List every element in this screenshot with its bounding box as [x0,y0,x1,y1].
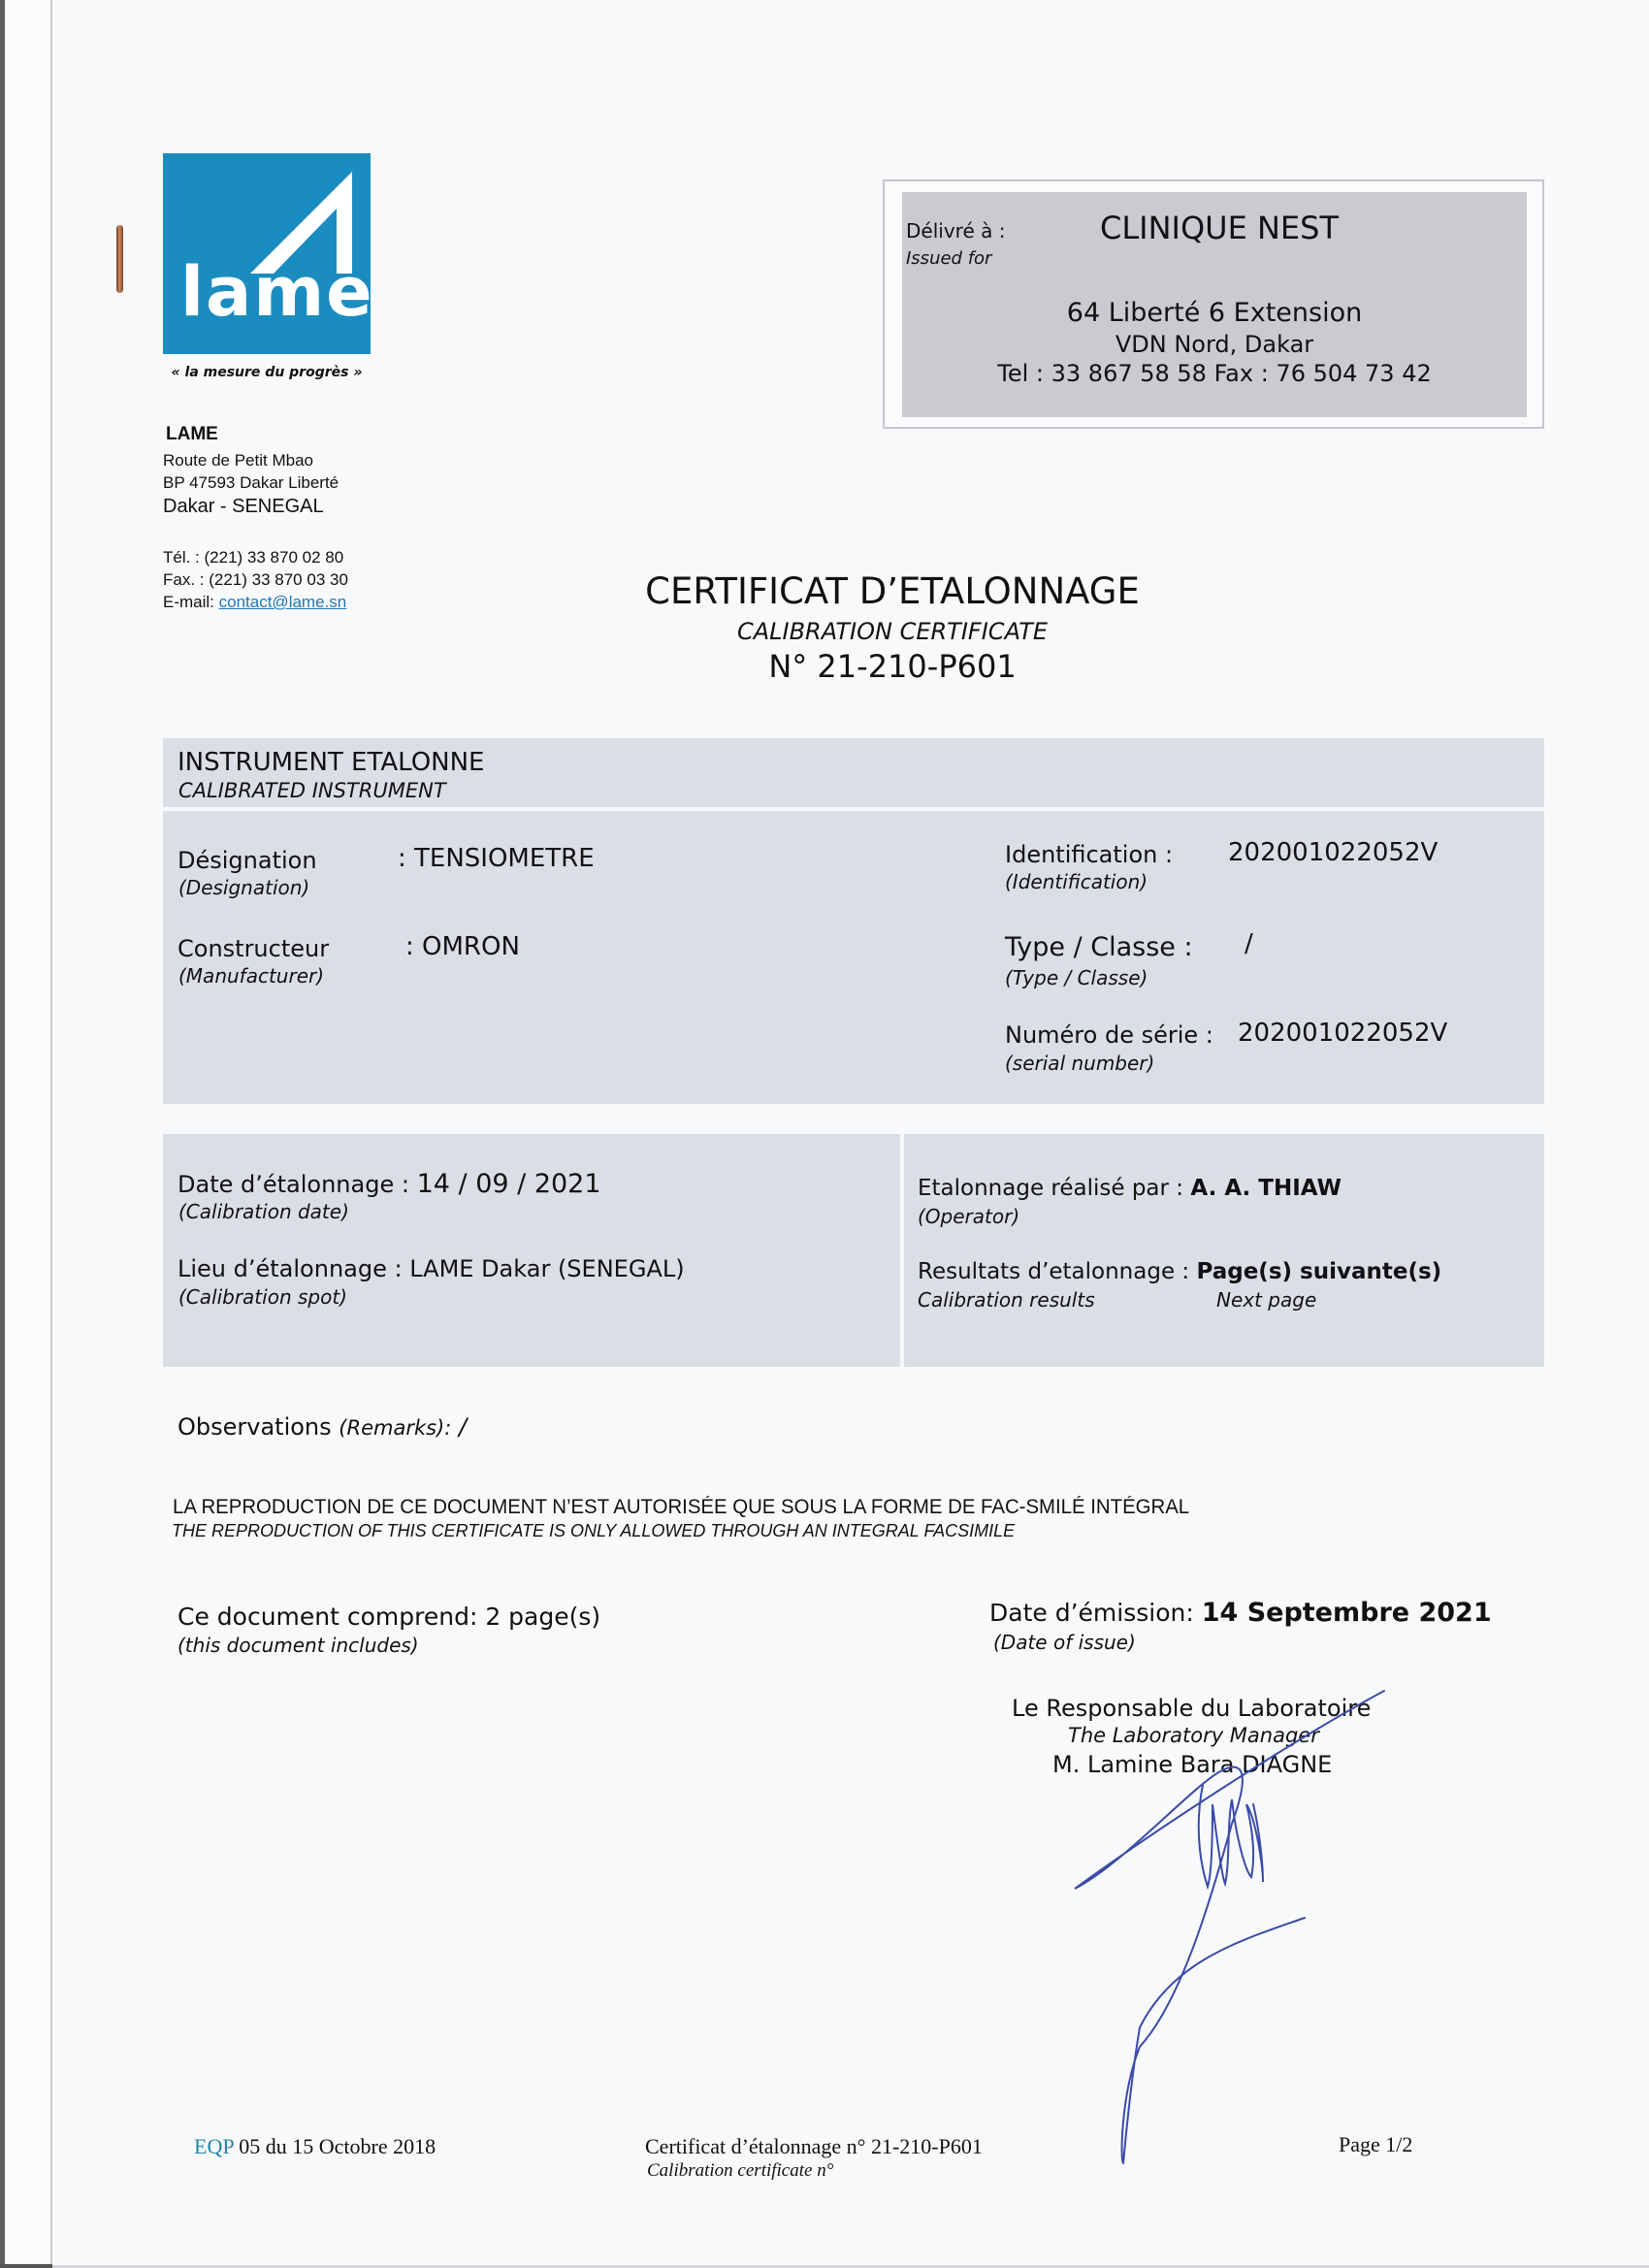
delivered-to-label: Délivré à : [906,219,1006,243]
scan-edge-bottom [0,2264,52,2268]
signatory-role: Le Responsable du Laboratoire [1012,1695,1372,1722]
issuer-email-link[interactable]: contact@lame.sn [218,593,347,611]
issuer-address-line: BP 47593 Dakar Liberté [163,473,340,492]
logo-wordmark: lame [180,252,374,332]
identification-label: Identification : [1005,841,1174,868]
calibration-date-label-en: (Calibration date) [178,1200,349,1223]
page-count-value: 2 page(s) [485,1603,601,1631]
issuer-address-line: Dakar - SENEGAL [163,496,324,517]
observations-label: Observations [178,1413,332,1441]
manufacturer-value: : OMRON [405,932,520,961]
calibration-place-label: Lieu d’étalonnage : [178,1255,403,1282]
footer-form-date: 05 du 15 Octobre 2018 [239,2134,436,2158]
handwritten-signature [1048,1678,1416,2183]
observations-label-en: (Remarks): [339,1416,452,1440]
footer-eqp: EQP [194,2134,234,2158]
reproduction-notice-fr: LA REPRODUCTION DE CE DOCUMENT N’EST AUTORISÉE QUE SOUS LA FORME DE FAC-SMILÉ INTÉGRAL [173,1496,1190,1518]
type-class-label-en: (Type / Classe) [1005,966,1148,989]
operator-row [918,1176,1342,1201]
footer-page-number: Page 1/2 [1339,2132,1413,2156]
designation-value: : TENSIOMETRE [398,844,595,873]
calibration-date-label: Date d’étalonnage : [178,1171,409,1198]
signature-stroke [1199,1785,1263,1887]
instrument-header-en: CALIBRATED INSTRUMENT [178,779,446,802]
designation-label-en: (Designation) [178,876,310,899]
issuer-email-label: E-mail: [163,593,219,611]
issue-date-label-en: (Date of issue) [993,1631,1136,1654]
instrument-header: INSTRUMENT ETALONNE [178,748,485,777]
calibration-place-value: LAME Dakar (SENEGAL) [409,1255,685,1282]
calibration-date-row [178,1169,601,1199]
footer-cert-number-en: Calibration certificate n° [647,2160,834,2181]
client-contact: Tel : 33 867 58 58 Fax : 76 504 73 42 [997,360,1432,387]
scan-edge-strip [0,0,52,2268]
results-label: Resultats d’etalonnage : [918,1259,1190,1284]
certificate-subtitle: CALIBRATION CERTIFICATE [736,618,1049,645]
results-label-en: Calibration results [918,1288,1095,1312]
issue-date-value: 14 Septembre 2021 [1201,1598,1492,1628]
identification-label-en: (Identification) [1005,870,1148,893]
lame-logo [163,153,374,354]
issue-date-label: Date d’émission: [989,1599,1194,1627]
issue-date-row [989,1598,1492,1628]
manufacturer-label-en: (Manufacturer) [178,964,325,988]
client-address-line2: VDN Nord, Dakar [1115,331,1314,358]
calibration-place-row [178,1255,685,1282]
identification-value: 202001022052V [1228,838,1439,867]
results-row [918,1259,1441,1284]
page-count-row [178,1603,600,1631]
calibration-right-panel [904,1134,1544,1367]
certificate-number: N° 21-210-P601 [768,648,1017,685]
serial-number-label-en: (serial number) [1005,1052,1155,1075]
type-class-label: Type / Classe : [1005,932,1193,962]
staple [116,225,123,293]
issuer-address-line: Route de Petit Mbao [163,451,313,470]
calibration-date-value: 14 / 09 / 2021 [416,1169,601,1199]
manufacturer-label: Constructeur [178,935,330,962]
operator-value: A. A. THIAW [1190,1176,1342,1201]
type-class-value: / [1245,929,1253,958]
operator-label: Etalonnage réalisé par : [918,1176,1184,1201]
operator-label-en: (Operator) [918,1205,1020,1228]
footer-form-ref [194,2134,436,2159]
serial-number-label: Numéro de série : [1005,1021,1213,1049]
observations-value: / [458,1413,468,1441]
observations-row [178,1413,467,1441]
certificate-title: CERTIFICAT D’ETALONNAGE [645,570,1140,612]
issuer-email-row [163,593,346,612]
logo-tagline: « la mesure du progrès » [171,365,363,380]
client-name: CLINIQUE NEST [1100,210,1339,246]
designation-label: Désignation [178,847,317,874]
reproduction-notice-en: THE REPRODUCTION OF THIS CERTIFICATE IS ONLY ALLOWED THROUGH AN INTEGRAL FACSIMILE [172,1521,1016,1540]
issuer-fax: Fax. : (221) 33 870 03 30 [163,570,348,589]
footer-cert-number: Certificat d’étalonnage n° 21-210-P601 [645,2134,983,2158]
results-value: Page(s) suivante(s) [1196,1259,1442,1284]
signatory-role-en: The Laboratory Manager [1068,1724,1319,1747]
calibration-place-label-en: (Calibration spot) [178,1285,347,1309]
issuer-tel: Tél. : (221) 33 870 02 80 [163,548,344,567]
page-count-label: Ce document comprend: [178,1603,478,1631]
client-address-line1: 64 Liberté 6 Extension [1066,298,1363,328]
issuer-name: LAME [166,424,218,444]
signature-stroke [1075,1691,1384,2163]
signatory-name: M. Lamine Bara DIAGNE [1052,1751,1333,1778]
page-count-label-en: (this document includes) [178,1634,419,1657]
delivered-to-label-en: Issued for [906,248,992,269]
serial-number-value: 202001022052V [1238,1019,1448,1048]
results-value-en: Next page [1216,1288,1317,1312]
